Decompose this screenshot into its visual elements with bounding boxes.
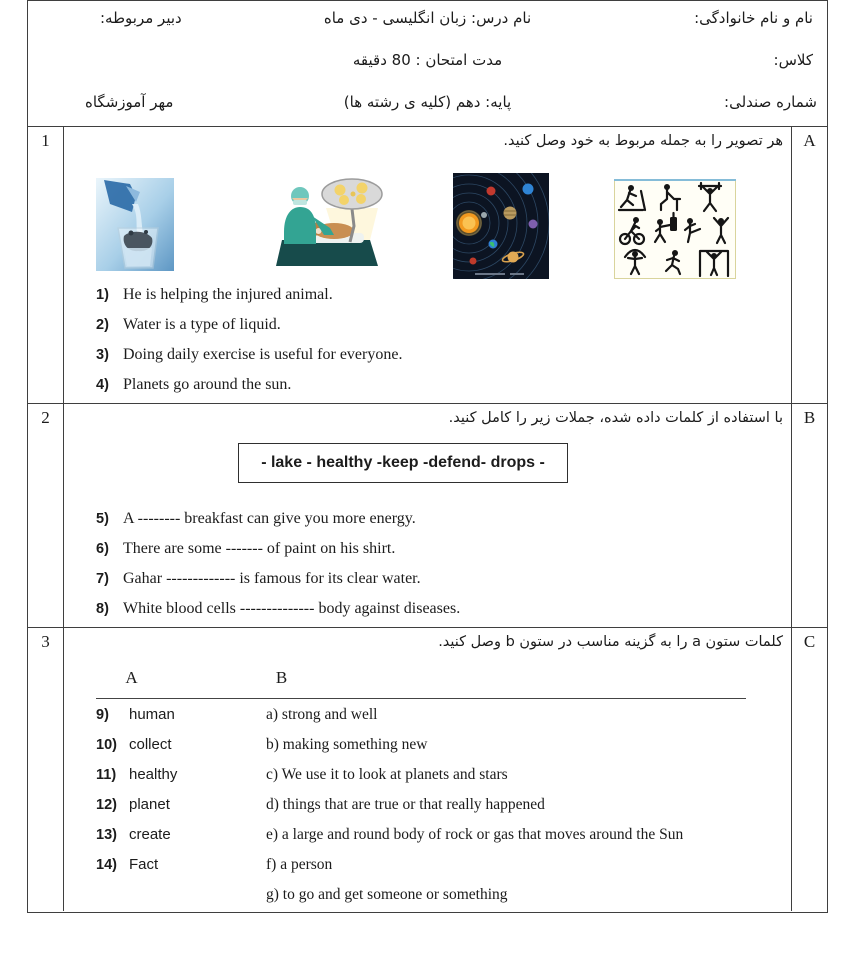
match-10-number: 10) (96, 737, 117, 753)
student-name-label: نام و نام خانوادگی: (694, 9, 813, 27)
sentence-1 (96, 280, 781, 310)
match-11-word: healthy (129, 766, 178, 783)
match-def-a: a) strong and well (266, 706, 378, 723)
match-columns-divider (96, 698, 746, 699)
column-a-header: A (125, 668, 138, 687)
match-row-11 (64, 760, 791, 790)
class-label: کلاس: (773, 51, 813, 69)
sentence-4-text: Planets go around the sun. (123, 376, 292, 393)
teacher-label: دبیر مربوطه: (100, 9, 182, 27)
match-def-e: e) a large and round body of rock or gas that moves around the Sun (266, 826, 684, 843)
row-number-3: 3 (28, 628, 64, 911)
sentence-8-number: 8) (96, 601, 109, 617)
section-b-content (64, 404, 791, 627)
match-row-10 (64, 730, 791, 760)
column-b-header: B (275, 668, 288, 687)
match-10-word: collect (129, 736, 172, 753)
sentence-7 (96, 564, 781, 594)
sentence-6-number: 6) (96, 541, 109, 557)
sentence-6-text: There are some ------- of paint on his shirt. (123, 540, 396, 557)
section-a-instruction: هر تصویر را به جمله مربوط به خود وصل کنید. (503, 133, 783, 149)
exam-duration: مدت امتحان : 80 دقیقه (352, 51, 503, 69)
sentence-3-text: Doing daily exercise is useful for everyone. (123, 346, 403, 363)
sentence-3 (96, 340, 781, 370)
grade-line: پایه: دهم (کلیه ی رشته ها) (343, 93, 512, 111)
match-row-9 (64, 700, 791, 730)
match-row-14 (64, 850, 791, 880)
sentence-7-text: Gahar ------------- is famous for its clear water. (123, 570, 421, 587)
water-pouring-image (96, 178, 174, 271)
match-9-number: 9) (96, 707, 109, 723)
sentence-4-number: 4) (96, 377, 109, 393)
match-row-12 (64, 790, 791, 820)
section-a-content (64, 127, 791, 403)
row-number-2: 2 (28, 404, 64, 627)
section-c-row (28, 628, 827, 911)
sentence-5-number: 5) (96, 511, 109, 527)
match-11-number: 11) (96, 767, 117, 783)
word-bank-box: - lake - healthy -keep -defend- drops - (238, 443, 568, 483)
solar-system-image (453, 173, 549, 279)
match-def-b: b) making something new (266, 736, 428, 753)
sentence-4 (96, 370, 781, 400)
section-b-instruction: با استفاده از کلمات داده شده، جملات زیر را کامل کنید. (448, 410, 783, 426)
vet-operating-image (266, 174, 391, 278)
match-13-word: create (129, 826, 171, 843)
match-9-word: human (129, 706, 175, 723)
sentence-7-number: 7) (96, 571, 109, 587)
match-14-word: Fact (129, 856, 159, 873)
sentence-1-number: 1) (96, 287, 109, 303)
match-row-extra (64, 880, 791, 910)
row-number-1: 1 (28, 127, 64, 403)
match-12-word: planet (129, 796, 170, 813)
exam-table (27, 0, 828, 913)
section-b-sentences (96, 504, 781, 624)
sentence-2 (96, 310, 781, 340)
section-letter-c: C (791, 628, 827, 911)
sentence-8-text: White blood cells -------------- body against diseases. (123, 600, 461, 617)
sentence-2-number: 2) (96, 317, 109, 333)
exercise-pictograms-image (614, 179, 736, 279)
exam-header (28, 1, 827, 127)
seat-number-label: شماره صندلی: (724, 93, 817, 111)
section-letter-a: A (791, 127, 827, 403)
school-stamp-label: مهر آموزشگاه (85, 93, 174, 111)
match-row-13 (64, 820, 791, 850)
match-14-number: 14) (96, 857, 117, 873)
section-c-content (64, 628, 791, 911)
match-def-g: g) to go and get someone or something (266, 886, 508, 903)
match-13-number: 13) (96, 827, 117, 843)
section-letter-b: B (791, 404, 827, 627)
match-12-number: 12) (96, 797, 117, 813)
match-def-c: c) We use it to look at planets and stars (266, 766, 508, 783)
sentence-3-number: 3) (96, 347, 109, 363)
sentence-5 (96, 504, 781, 534)
sentence-2-text: Water is a type of liquid. (123, 316, 281, 333)
match-list (64, 700, 791, 910)
sentence-5-text: A -------- breakfast can give you more energy. (123, 510, 416, 527)
section-a-row (28, 127, 827, 404)
sentence-8 (96, 594, 781, 624)
match-def-f: f) a person (266, 856, 333, 873)
match-def-d: d) things that are true or that really happened (266, 796, 545, 813)
course-title: نام درس: زبان انگلیسی - دی ماه (323, 9, 532, 27)
sentence-1-text: He is helping the injured animal. (123, 286, 333, 303)
section-a-sentences (96, 280, 781, 400)
section-b-row (28, 404, 827, 628)
sentence-6 (96, 534, 781, 564)
section-c-instruction: کلمات ستون a را به گزینه مناسب در ستون b وصل کنید. (438, 634, 783, 650)
